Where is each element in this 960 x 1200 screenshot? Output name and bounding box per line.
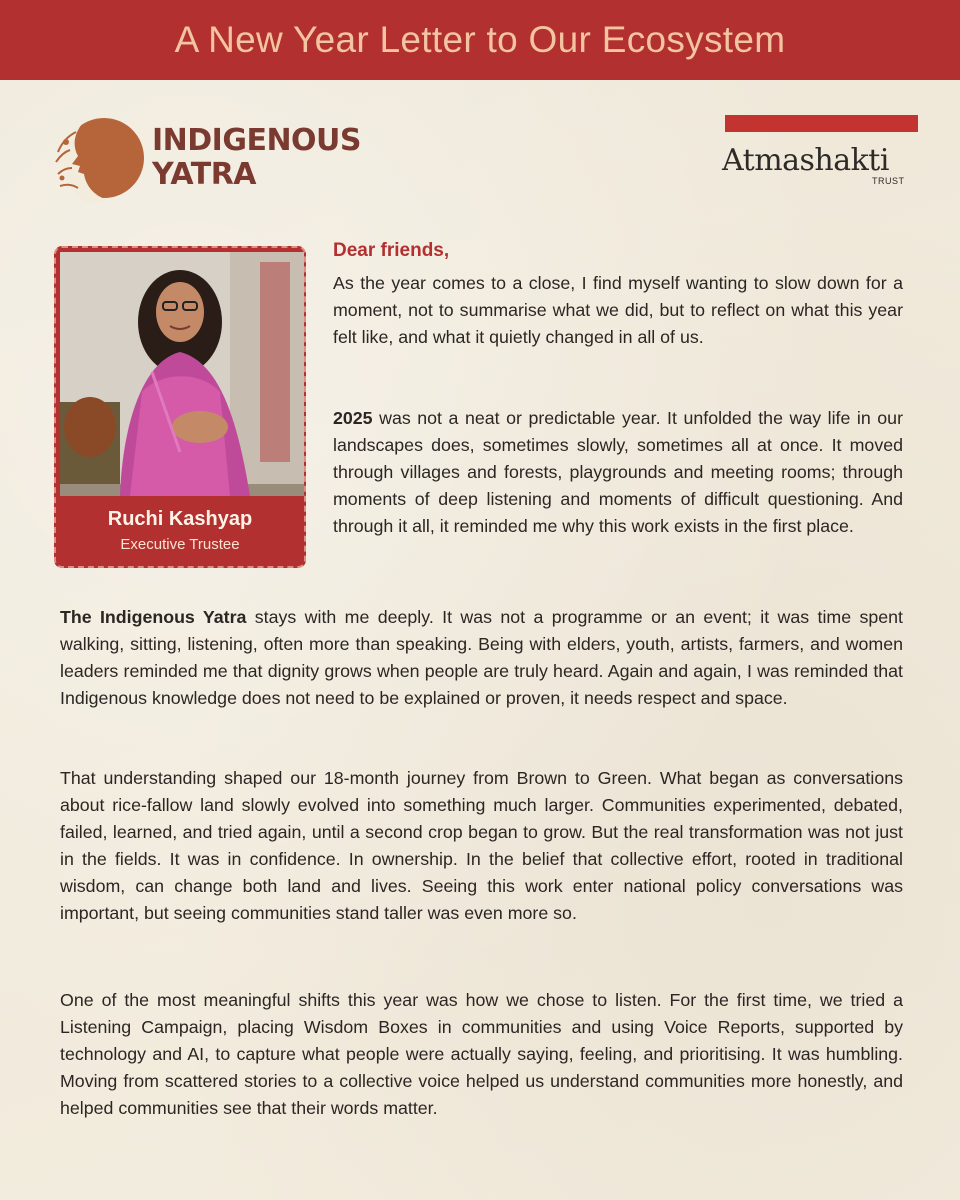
header-banner (0, 0, 960, 80)
atmashakti-subtitle: TRUST (872, 176, 905, 186)
letter-paragraph-3 (60, 604, 903, 712)
letter-paragraph-2 (333, 405, 903, 540)
paragraph-3-text: stays with me deeply. It was not a programme or an event; it was time spent walking, sitting, listening, often more than speaking. Being with elders, youth, artists, farmers, and women leaders reminded me that dignity grows when people are truly heard. Again and again, I was reminded that Indigenous knowledge does not need to be explained or proven, it needs respect and space. (60, 607, 903, 708)
indigenous-yatra-highlight: The Indigenous Yatra (60, 607, 247, 627)
logo-line-2: YATRA (152, 157, 257, 192)
atmashakti-logo-bar (725, 115, 918, 132)
paragraph-2-text: was not a neat or predictable year. It unfolded the way life in our landscapes does, sometimes slowly, sometimes all at once. It moved through villages and forests, playgrounds and meeting rooms; through moments of deep listening and moments of difficult questioning. And through it all, it reminded me why this work exists in the first place. (333, 408, 903, 536)
page-title: A New Year Letter to Our Ecosystem (174, 19, 786, 60)
profile-photo (60, 252, 304, 496)
letter-paragraph-1: As the year comes to a close, I find myself wanting to slow down for a moment, not to summarise what we did, but to reflect on what this year felt like, and what it quietly changed in all of us. (333, 273, 903, 347)
atmashakti-wordmark: Atmashakti (722, 143, 889, 178)
letter-paragraph-5: One of the most meaningful shifts this year was how we chose to listen. For the first time, we tried a Listening Campaign, placing Wisdom Boxes in communities and using Voice Reports, supported by technology and AI, to capture what people were actually saying, feeling, and prioritising. It was humbling. Moving from scattered stories to a collective voice helped us understand communities more honestly, and helped communities see that their words matter. (60, 990, 903, 1118)
logo-line-1: INDIGENOUS (152, 123, 362, 158)
indigenous-yatra-wordmark (152, 124, 361, 192)
letter-greeting: Dear friends, (333, 240, 450, 261)
letter-paragraph-4: That understanding shaped our 18-month journey from Brown to Green. What began as conversations about rice-fallow land slowly evolved into something much larger. Communities experimented, debated, failed, learned, and tried again, until a second crop began to grow. But the real transformation was not just in the fields. It was in confidence. In ownership. In the belief that collective effort, rooted in traditional wisdom, can change both land and lives. Seeing this work enter national policy conversations was important, but seeing communities stand taller was even more so. (60, 768, 903, 923)
profile-name: Ruchi Kashyap (107, 508, 253, 530)
year-highlight: 2025 (333, 408, 373, 428)
portrait-illustration-icon (60, 252, 304, 496)
profile-role: Executive Trustee (120, 536, 240, 553)
profile-card (54, 246, 306, 568)
